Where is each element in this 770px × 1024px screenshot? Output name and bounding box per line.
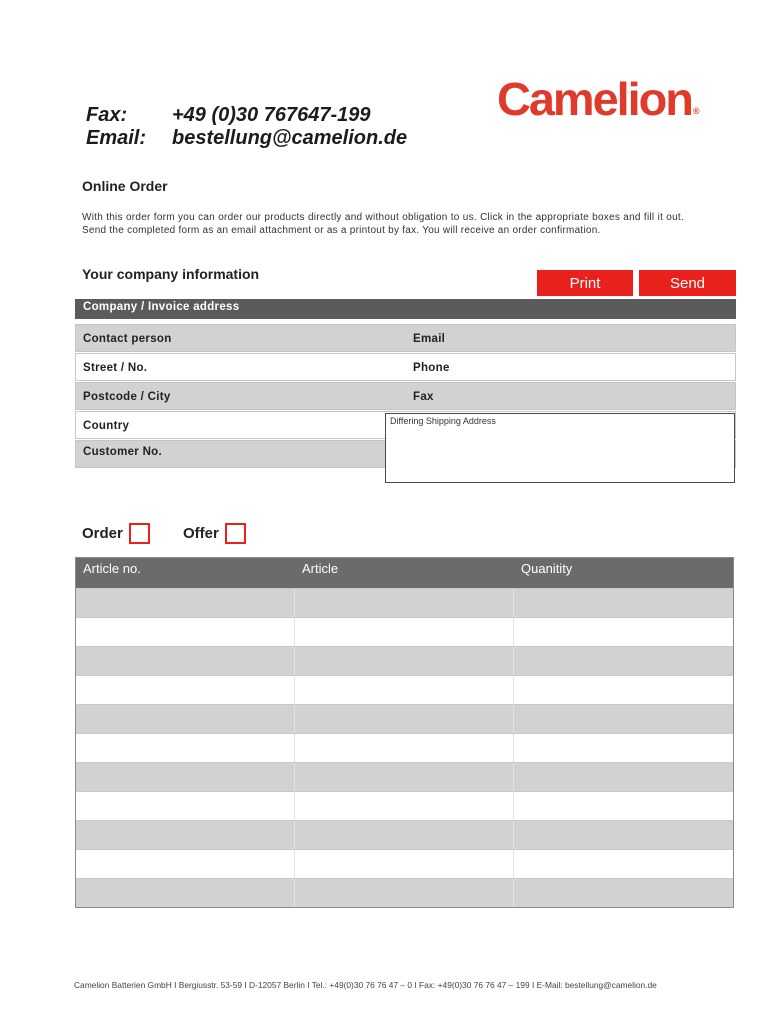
article-cell[interactable] <box>295 705 514 733</box>
contact-person-label: Contact person <box>83 333 172 345</box>
article-no-cell[interactable] <box>76 705 295 733</box>
footer-address: Camelion Batterien GmbH I Bergiusstr. 53-59 I D-12057 Berlin I Tel.: +49(0)30 76 76 47 – 0 I Fax: +49(0)30 76 76 47 – 199 I E-Mail: bestellung@camelion.de <box>74 980 657 990</box>
article-no-cell[interactable] <box>76 618 295 646</box>
street-row[interactable] <box>75 353 736 381</box>
table-row <box>76 588 733 617</box>
shipping-address-field[interactable] <box>385 413 735 483</box>
contact-row[interactable] <box>75 324 736 352</box>
table-row <box>76 704 733 733</box>
article-no-cell[interactable] <box>76 589 295 617</box>
table-row <box>76 878 733 907</box>
quantity-cell[interactable] <box>514 850 733 878</box>
table-row <box>76 617 733 646</box>
table-row <box>76 791 733 820</box>
customer-no-label: Customer No. <box>83 446 162 458</box>
article-no-cell[interactable] <box>76 734 295 762</box>
quantity-cell[interactable] <box>514 618 733 646</box>
quantity-cell[interactable] <box>514 589 733 617</box>
email-line <box>86 127 407 150</box>
article-no-cell[interactable] <box>76 763 295 791</box>
postcode-row[interactable] <box>75 382 736 410</box>
article-cell[interactable] <box>295 734 514 762</box>
order-option <box>82 523 150 544</box>
company-invoice-bar <box>75 299 736 319</box>
registered-mark: ® <box>692 106 700 116</box>
article-no-cell[interactable] <box>76 879 295 907</box>
intro-text: With this order form you can order our products directly and without obligation to us. Click in the appropriate boxes and fill it out. Send the completed form as an email attachment or as a printout by fax. You will receive an order confirmation. <box>82 212 684 236</box>
article-no-cell[interactable] <box>76 850 295 878</box>
quantity-cell[interactable] <box>514 821 733 849</box>
table-row <box>76 675 733 704</box>
quantity-cell[interactable] <box>514 763 733 791</box>
table-row <box>76 762 733 791</box>
order-checkbox[interactable] <box>129 523 150 544</box>
article-cell[interactable] <box>295 589 514 617</box>
offer-option <box>183 523 246 544</box>
article-table-header <box>76 558 733 588</box>
table-row <box>76 646 733 675</box>
table-row <box>76 733 733 762</box>
fax-number: +49 (0)30 767647-199 <box>172 104 371 126</box>
fax-label: Fax: <box>86 104 128 126</box>
quantity-cell[interactable] <box>514 676 733 704</box>
street-label: Street / No. <box>83 362 148 374</box>
email-field-label: Email <box>413 333 446 345</box>
quantity-cell[interactable] <box>514 647 733 675</box>
camelion-logo <box>497 72 699 126</box>
company-invoice-label: Company / Invoice address <box>83 301 240 313</box>
table-row <box>76 849 733 878</box>
quantity-cell[interactable] <box>514 734 733 762</box>
article-cell[interactable] <box>295 618 514 646</box>
table-row <box>76 820 733 849</box>
email-address: bestellung@camelion.de <box>172 127 408 149</box>
article-cell[interactable] <box>295 879 514 907</box>
offer-checkbox[interactable] <box>225 523 246 544</box>
article-no-cell[interactable] <box>76 647 295 675</box>
quantity-cell[interactable] <box>514 792 733 820</box>
article-table <box>75 557 734 908</box>
country-label: Country <box>83 420 130 432</box>
article-no-cell[interactable] <box>76 821 295 849</box>
phone-label: Phone <box>413 362 450 374</box>
article-cell[interactable] <box>295 647 514 675</box>
page-title: Online Order <box>82 178 168 194</box>
email-label: Email: <box>86 127 147 149</box>
contact-info <box>86 104 407 150</box>
article-no-header: Article no. <box>83 561 141 576</box>
order-label: Order <box>82 525 123 542</box>
company-section-heading: Your company information <box>82 266 260 282</box>
article-cell[interactable] <box>295 676 514 704</box>
postcode-city-label: Postcode / City <box>83 391 171 403</box>
article-cell[interactable] <box>295 850 514 878</box>
article-cell[interactable] <box>295 792 514 820</box>
print-button[interactable]: Print <box>537 270 633 296</box>
shipping-address-label: Differing Shipping Address <box>390 416 496 426</box>
article-no-cell[interactable] <box>76 676 295 704</box>
quantity-cell[interactable] <box>514 705 733 733</box>
article-cell[interactable] <box>295 821 514 849</box>
article-no-cell[interactable] <box>76 792 295 820</box>
fax-line <box>86 104 407 127</box>
send-button[interactable]: Send <box>639 270 736 296</box>
offer-label: Offer <box>183 525 219 542</box>
fax-field-label: Fax <box>413 391 434 403</box>
article-table-body <box>76 588 733 907</box>
logo-text: Camelion <box>497 73 692 125</box>
quantity-header: Quanitity <box>521 561 573 576</box>
article-header: Article <box>302 561 339 576</box>
quantity-cell[interactable] <box>514 879 733 907</box>
article-cell[interactable] <box>295 763 514 791</box>
